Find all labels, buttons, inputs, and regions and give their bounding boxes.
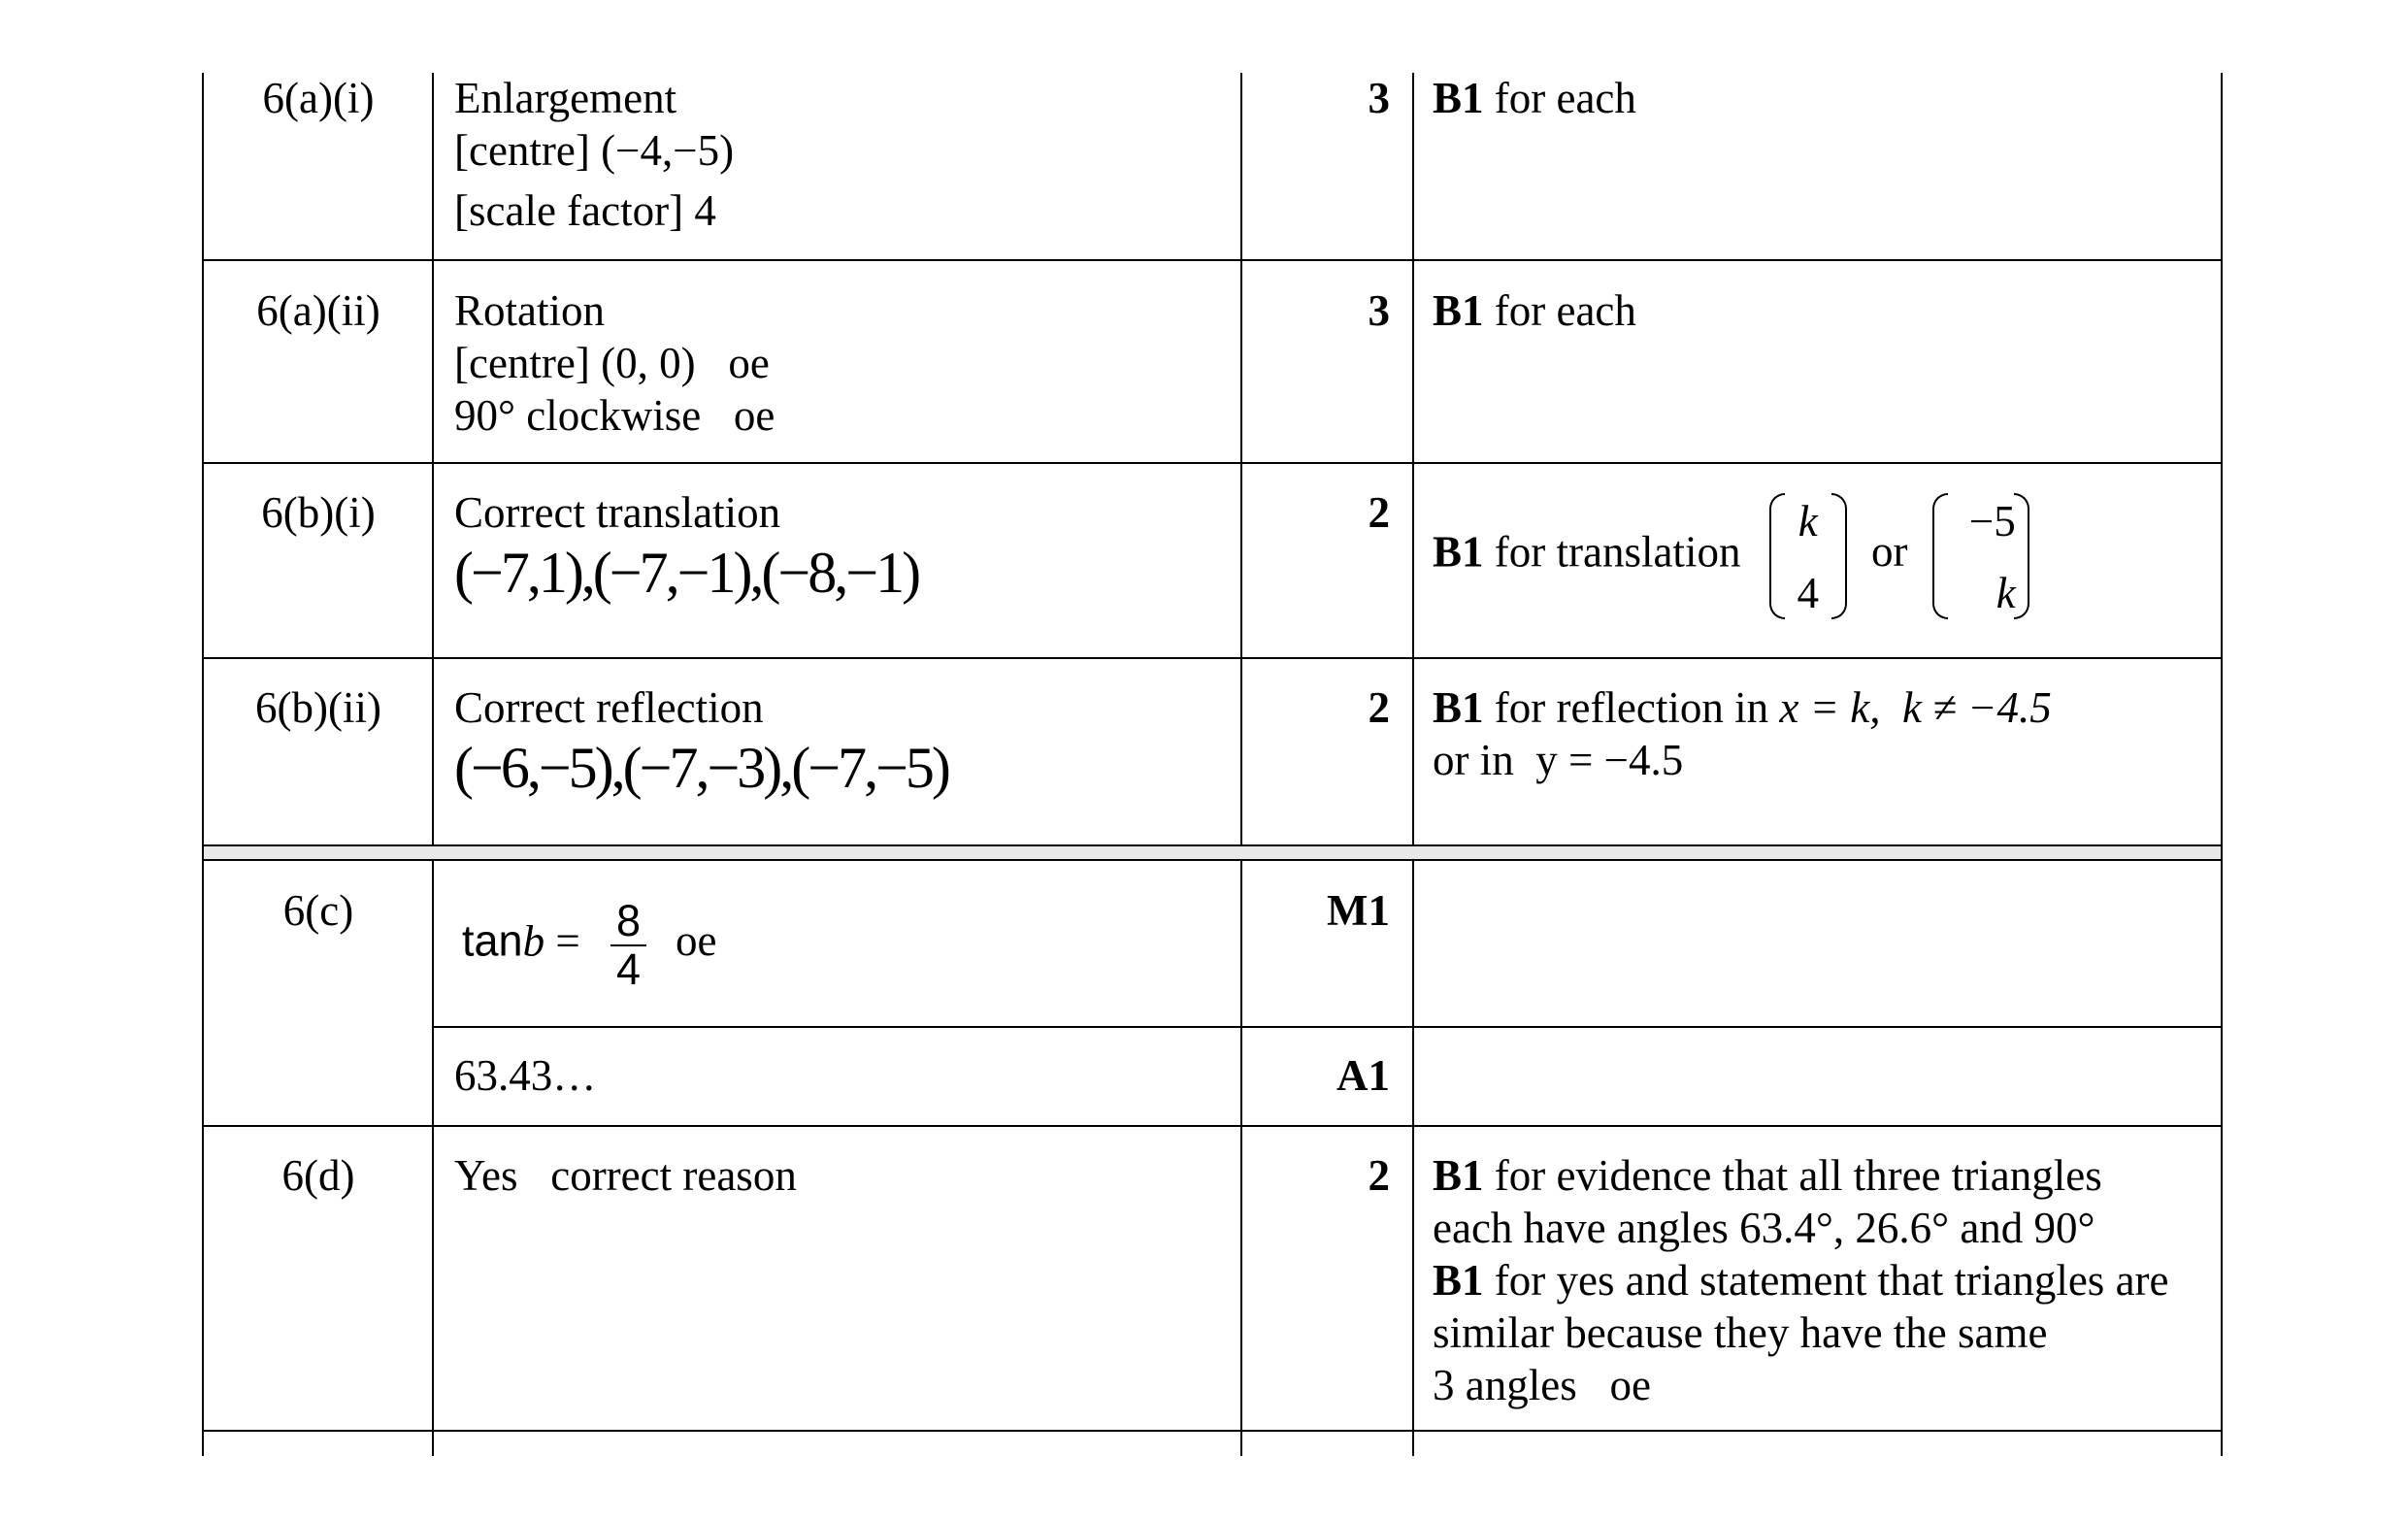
guidance-cell xyxy=(1433,493,2209,619)
guidance-text: for evidence that all three triangles xyxy=(1483,1151,2102,1200)
guidance-math: x = k, k ≠ −4.5 xyxy=(1779,683,2052,732)
row-divider xyxy=(202,657,2223,659)
mark-code: B1 xyxy=(1433,74,1484,122)
guidance-line: 3 angles oe xyxy=(1433,1361,1651,1409)
answer-coordinates: (−7,1),(−7,−1),(−8,−1) xyxy=(454,541,919,605)
vector-top: −5 xyxy=(1968,497,2016,546)
question-number: 6(b)(i) xyxy=(261,488,376,537)
fraction-numerator: 8 xyxy=(610,898,646,946)
question-number: 6(c) xyxy=(282,886,354,935)
row-divider xyxy=(202,1430,2223,1432)
question-number: 6(a)(ii) xyxy=(256,286,380,335)
answer-cell xyxy=(454,486,1231,605)
guidance-cell xyxy=(1433,681,2209,786)
answer-suffix: oe xyxy=(675,916,717,966)
answer-line: [scale factor] 4 xyxy=(454,186,716,235)
mark-code: B1 xyxy=(1433,286,1484,335)
row-divider xyxy=(202,859,2223,861)
mark-code: B1 xyxy=(1433,683,1484,732)
marks-cell: 2 xyxy=(1368,1151,1390,1200)
answer-cell xyxy=(454,72,1231,237)
answer-cell xyxy=(462,898,1238,993)
answer-line: [centre] (−4,−5) xyxy=(454,126,735,175)
guidance-text: for each xyxy=(1483,286,1636,335)
fraction-denominator: 4 xyxy=(615,944,641,994)
guidance-text: for reflection in xyxy=(1483,683,1780,732)
row-divider xyxy=(202,462,2223,464)
answer-line: Enlargement xyxy=(454,74,677,122)
column-vector xyxy=(1769,493,1847,619)
column-vector xyxy=(1932,493,2029,619)
vector-bottom: 4 xyxy=(1797,569,1819,617)
answer-line: Yes correct reason xyxy=(454,1151,797,1200)
vector-bottom: k xyxy=(1996,569,2016,617)
guidance-cell xyxy=(1433,1149,2219,1411)
marks-cell: M1 xyxy=(1327,886,1390,935)
or-text: or xyxy=(1870,527,1908,577)
vector-top: k xyxy=(1798,497,1818,546)
row-divider xyxy=(202,259,2223,261)
answer-cell xyxy=(454,1149,1231,1202)
guidance-cell xyxy=(1433,72,2209,124)
fraction xyxy=(610,898,646,993)
marks-cell: A1 xyxy=(1336,1051,1390,1100)
marks-cell: 3 xyxy=(1368,74,1390,122)
guidance-line: each have angles 63.4°, 26.6° and 90° xyxy=(1433,1204,2095,1252)
table-border-right xyxy=(2221,73,2223,1456)
answer-line: Rotation xyxy=(454,286,605,335)
answer-line: 90° clockwise oe xyxy=(454,391,775,440)
answer-line: Correct translation xyxy=(454,488,781,537)
row-divider xyxy=(432,1026,2223,1028)
guidance-text: for yes and statement that triangles are xyxy=(1483,1256,2169,1305)
tan-text: tan xyxy=(462,915,523,966)
guidance-cell xyxy=(1433,284,2209,337)
row-divider xyxy=(202,1125,2223,1127)
mark-code: B1 xyxy=(1433,1256,1484,1305)
question-number: 6(b)(ii) xyxy=(255,683,381,732)
marks-cell: 3 xyxy=(1368,286,1390,335)
column-divider-guidance xyxy=(1412,73,1414,1456)
answer-line: Correct reflection xyxy=(454,683,764,732)
answer-cell: 63.43… xyxy=(454,1051,597,1100)
answer-coordinates: (−6,−5),(−7,−3),(−7,−5) xyxy=(454,736,948,800)
answer-cell xyxy=(454,681,1231,800)
guidance-line: or in y = −4.5 xyxy=(1433,736,1684,784)
equals-sign: = xyxy=(544,916,591,966)
question-number: 6(d) xyxy=(281,1151,355,1200)
column-divider-answer xyxy=(432,73,434,1456)
column-divider-marks xyxy=(1240,73,1242,1456)
table-border-left xyxy=(202,73,204,1456)
mark-code: B1 xyxy=(1433,1151,1484,1200)
answer-cell xyxy=(454,284,1231,442)
row-gap xyxy=(204,846,2221,859)
guidance-text: for translation xyxy=(1483,527,1741,577)
marks-cell: 2 xyxy=(1368,488,1390,537)
question-number: 6(a)(i) xyxy=(262,74,375,122)
mark-code: B1 xyxy=(1433,527,1484,577)
answer-line: [centre] (0, 0) oe xyxy=(454,339,770,387)
angle-variable: b xyxy=(522,916,545,966)
marks-cell: 2 xyxy=(1368,683,1390,732)
guidance-line: similar because they have the same xyxy=(1433,1308,2048,1357)
guidance-text: for each xyxy=(1483,74,1636,122)
